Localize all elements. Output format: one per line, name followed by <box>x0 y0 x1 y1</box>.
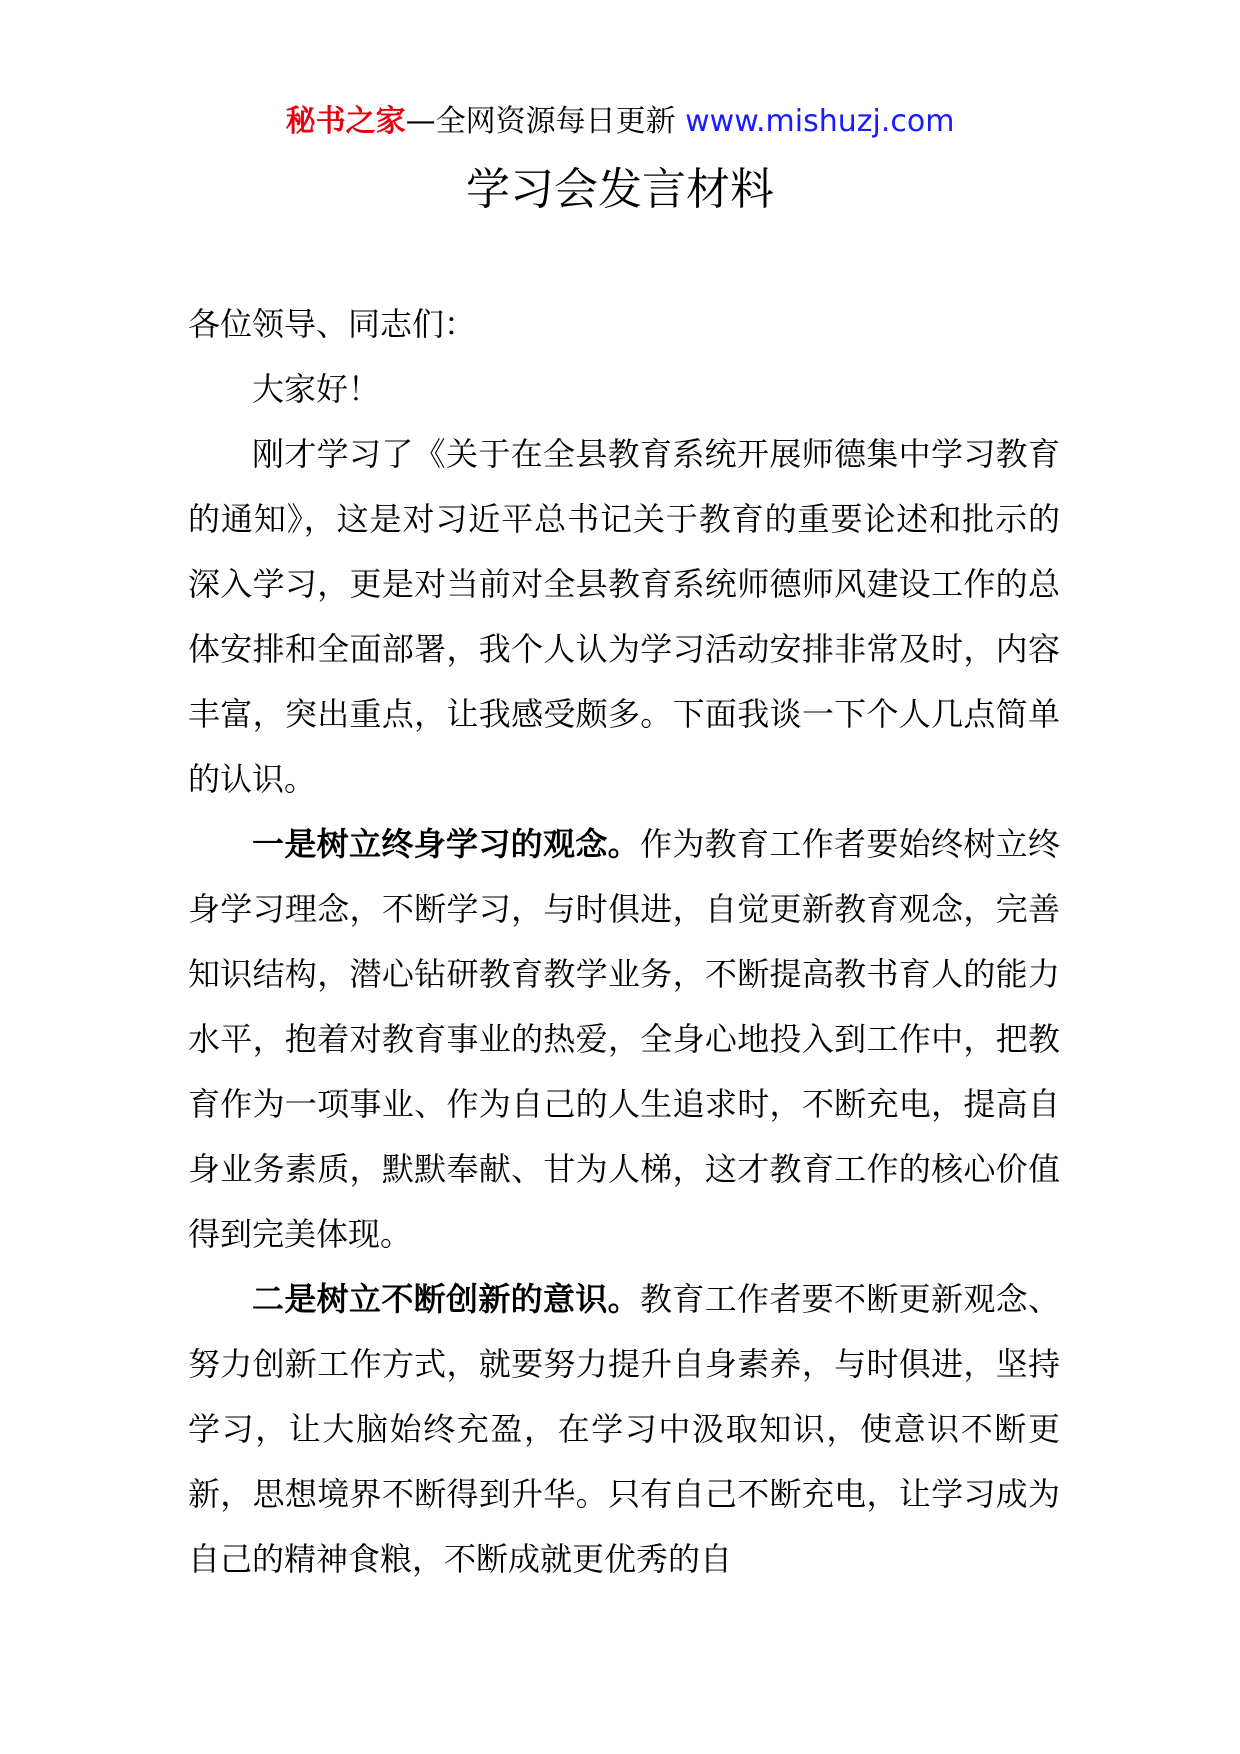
paragraph-intro: 刚才学习了《关于在全县教育系统开展师德集中学习教育的通知》，这是对习近平总书记关于教育的重要论述和批示的深入学习，更是对当前对全县教育系统师德师风建设工作的总体安排和全面部署，我个人认为学习活动安排非常及时，内容丰富，突出重点，让我感受颇多。下面我谈一下个人几点简单的认识。 <box>188 435 1060 798</box>
paragraph-lead: 一是树立终身学习的观念。 <box>252 825 640 863</box>
site-header <box>0 102 1240 142</box>
header-slogan: —全网资源每日更新 <box>405 104 676 139</box>
site-url-link[interactable]: www.mishuzj.com <box>685 104 955 139</box>
paragraph-text: 作为教育工作者要始终树立终身学习理念，不断学习，与时俱进，自觉更新教育观念，完善知识结构，潜心钻研教育教学业务，不断提高教书育人的能力水平，抱着对教育事业的热爱，全身心地投入到工作中，把教育作为一项事业、作为自己的人生追求时，不断充电，提高自身业务素质，默默奉献、甘为人梯，这才教育工作的核心价值得到完美体现。 <box>188 825 1060 1253</box>
paragraph-point-two <box>188 1267 1060 1592</box>
paragraph-lead: 二是树立不断创新的意识。 <box>252 1280 640 1318</box>
paragraph-point-one <box>188 812 1060 1267</box>
salutation: 各位领导、同志们： <box>188 305 477 343</box>
brand-name: 秘书之家 <box>285 104 406 139</box>
document-body <box>188 292 1060 1592</box>
document-title: 学习会发言材料 <box>466 164 774 215</box>
paragraph-text: 教育工作者要不断更新观念、努力创新工作方式，就要努力提升自身素养，与时俱进，坚持学习，让大脑始终充盈，在学习中汲取知识，使意识不断更新，思想境界不断得到升华。只有自己不断充电，让学习成为自己的精神食粮，不断成就更优秀的自 <box>188 1280 1060 1578</box>
greeting: 大家好！ <box>252 370 381 408</box>
